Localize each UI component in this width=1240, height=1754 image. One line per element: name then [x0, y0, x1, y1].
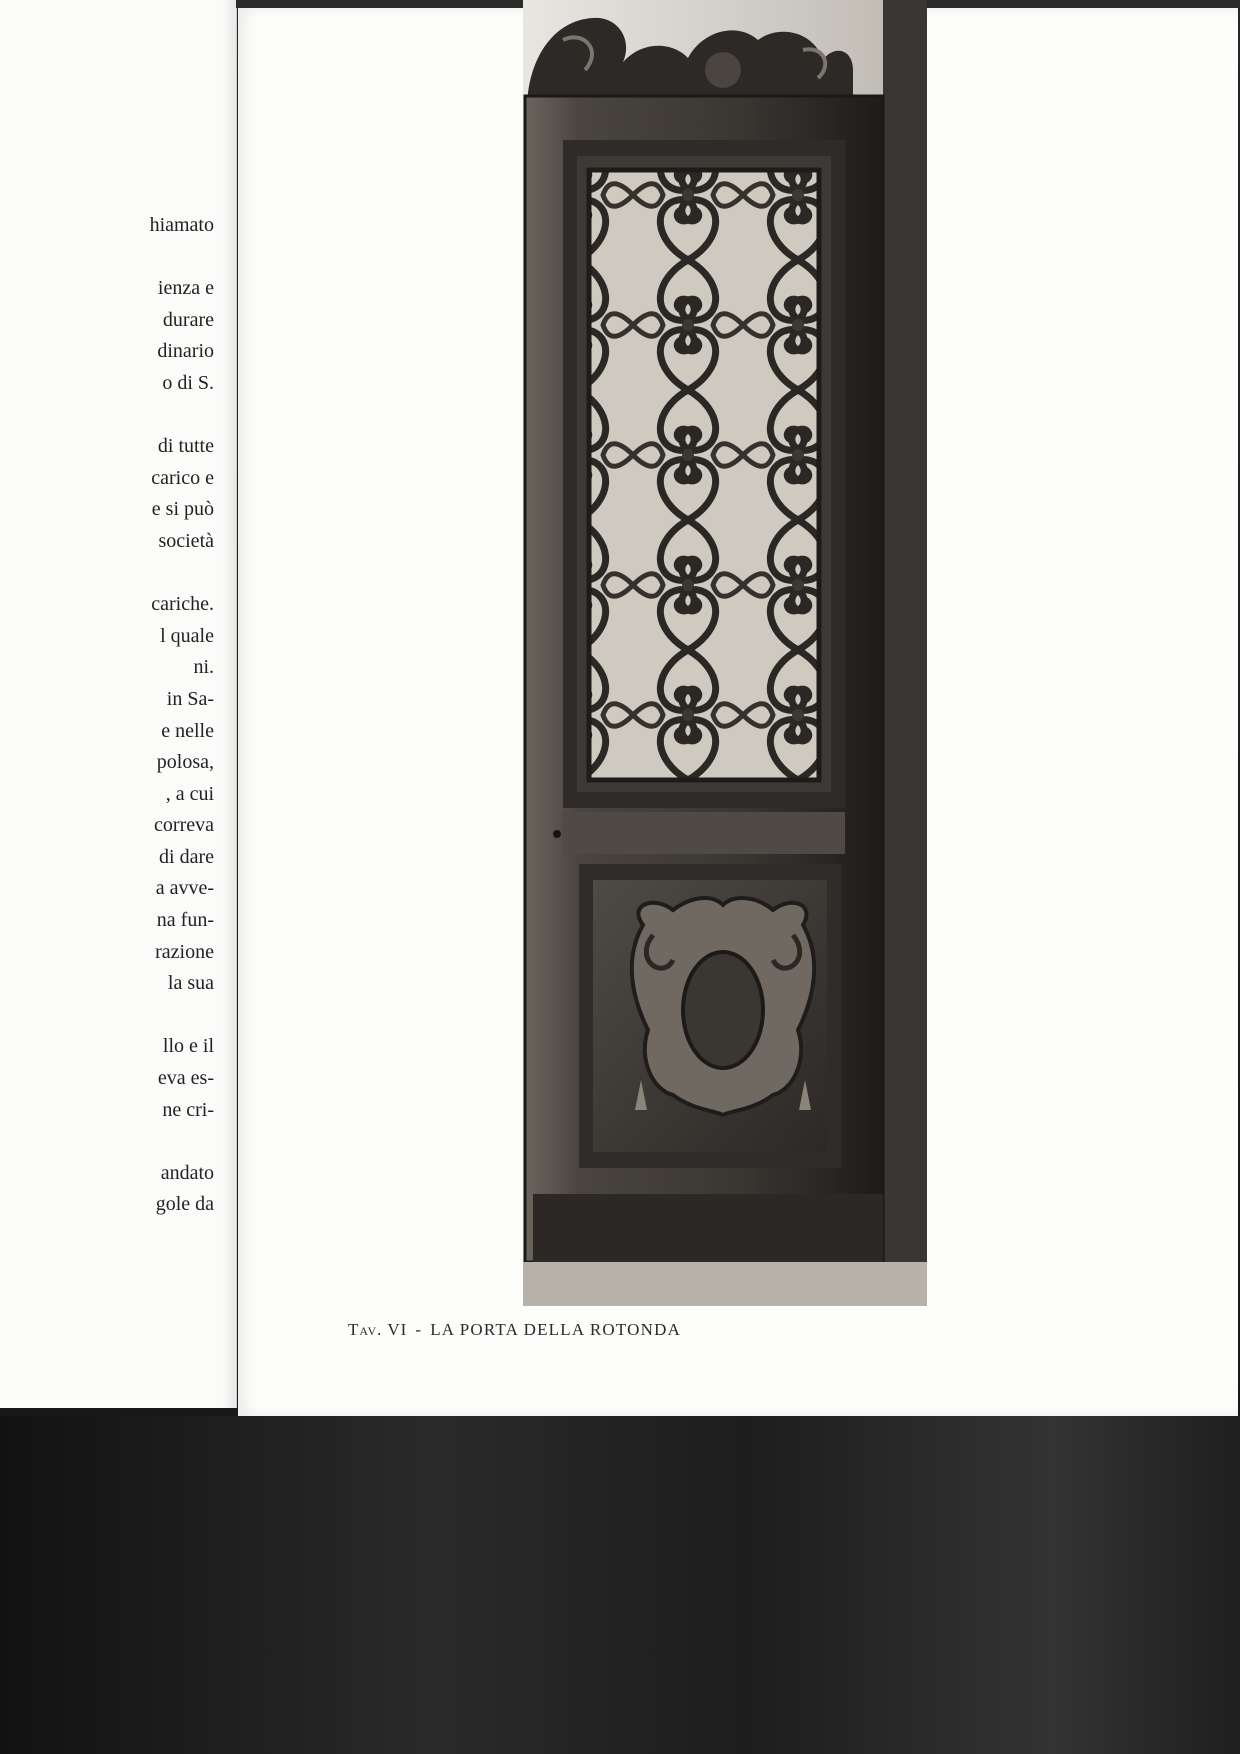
plate-photograph — [523, 0, 927, 1306]
gutter-shadow — [222, 0, 236, 1408]
left-text-line: razione — [155, 940, 214, 963]
left-text-line: , a cui — [165, 782, 214, 805]
caption-separator: - — [415, 1320, 423, 1339]
left-text-line: a avve- — [155, 877, 214, 900]
door-photo — [523, 0, 927, 1306]
left-text-line: gole da — [155, 1193, 214, 1216]
left-text-line: cariche. — [151, 593, 214, 616]
plate-title: LA PORTA DELLA ROTONDA — [430, 1320, 682, 1339]
left-text-line — [0, 1000, 214, 1032]
left-text-line: l quale — [160, 624, 214, 647]
left-text-line: carico e — [151, 466, 214, 489]
left-text-line: e si può — [151, 498, 214, 521]
left-text-line: in Sa- — [166, 687, 214, 710]
left-page-text — [0, 210, 214, 1221]
left-text-line: na fun- — [156, 909, 214, 932]
left-text-line — [0, 558, 214, 590]
left-text-line: e nelle — [161, 719, 214, 742]
left-text-line: eva es- — [157, 1067, 214, 1090]
left-text-line — [0, 242, 214, 274]
left-text-line: polosa, — [156, 751, 214, 774]
left-text-line — [0, 1126, 214, 1158]
left-text-line: la sua — [167, 972, 214, 995]
scanner-background — [0, 1416, 1240, 1754]
left-text-line: durare — [162, 308, 214, 331]
left-text-line: di dare — [159, 845, 214, 868]
left-text-line: o di S. — [162, 371, 214, 394]
plate-caption — [348, 1320, 848, 1340]
plate-number: Tav. VI — [348, 1320, 408, 1339]
left-text-line: correva — [154, 814, 214, 837]
left-text-line: ienza e — [157, 277, 214, 300]
left-text-line — [0, 400, 214, 432]
left-text-line: dinario — [157, 340, 214, 363]
left-text-line: di tutte — [157, 435, 214, 458]
left-text-line: llo e il — [162, 1035, 214, 1058]
left-text-line: ni. — [193, 656, 214, 679]
left-text-line: andato — [160, 1161, 214, 1184]
left-text-line: società — [158, 529, 214, 552]
left-page — [0, 0, 237, 1408]
left-text-line: ne cri- — [162, 1098, 214, 1121]
left-text-line: hiamato — [149, 214, 214, 236]
